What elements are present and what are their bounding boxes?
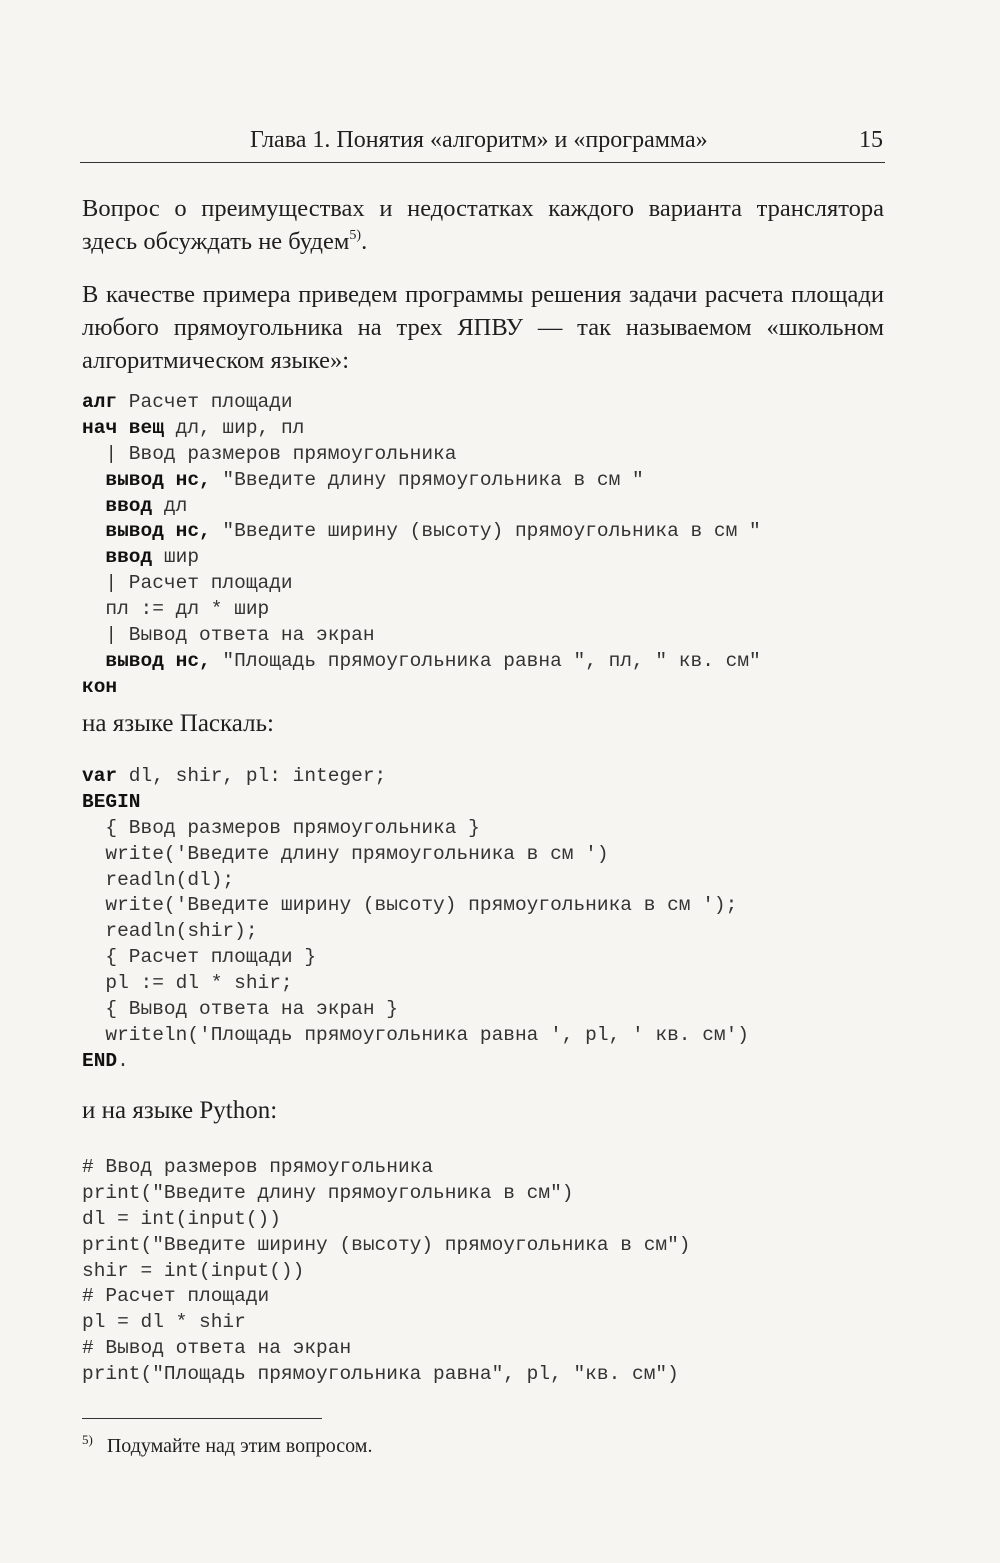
paragraph-example: В качестве примера приведем программы решения задачи расчета площади любого прямоугольника на трех ЯПВУ — так называемом «школьном алгоритмическом языке»: [82,281,884,374]
code-text: "Площадь прямоугольника равна ", пл, " кв. см" [210,649,761,672]
footnote-reference: 5) [349,228,362,243]
code-text: dl, shir, pl: integer; [117,765,387,787]
code-text: . [117,1049,129,1072]
page-number: 15 [859,127,883,153]
code-line [82,893,902,919]
code-text: | Вывод ответа на экран [82,624,375,647]
chapter-title: Глава 1. Понятия «алгоритм» и «программа» [250,127,708,153]
code-line [82,597,902,623]
code-line [82,442,902,468]
code-indent [82,650,105,672]
code-text: "Введите длину прямоугольника в см " [210,468,644,491]
code-text: write('Введите ширину (высоту) прямоугольника в см '); [82,894,738,917]
code-block-pascal [82,764,902,1075]
code-text: print("Введите длину прямоугольника в см") [82,1181,574,1204]
code-text: print("Площадь прямоугольника равна", pl, "кв. см") [82,1363,679,1386]
python-lead-in: и на языке Python: [82,1097,278,1124]
code-text: пл := дл * шир [82,598,270,621]
code-line [82,971,902,997]
code-line [82,649,902,675]
code-keyword: END [82,1049,118,1072]
code-line [82,468,902,494]
code-keyword: var [82,765,118,787]
footnote-mark: 5) [82,1432,93,1447]
code-line [82,1259,902,1285]
code-text: { Расчет площади } [82,946,317,969]
code-text: { Вывод ответа на экран } [82,998,398,1021]
code-text: # Расчет площади [82,1285,270,1308]
code-text: | Ввод размеров прямоугольника [82,442,457,465]
code-line [82,1049,902,1075]
code-text: дл [152,494,188,517]
code-line [82,494,902,520]
code-line [82,545,902,571]
code-text: shir = int(input()) [82,1259,305,1282]
code-text: dl = int(input()) [82,1207,281,1230]
code-text: шир [152,546,200,569]
code-line [82,919,902,945]
code-text: "Введите ширину (высоту) прямоугольника в см " [210,520,761,543]
footnote-text: Подумайте над этим вопросом. [106,1435,373,1457]
code-line [82,675,902,701]
code-text: { Ввод размеров прямоугольника } [82,816,480,839]
code-line [82,945,902,971]
code-indent [82,546,105,568]
code-line [82,816,902,842]
code-text: print("Введите ширину (высоту) прямоугольника в см") [82,1233,691,1256]
code-block-python [82,1155,902,1388]
footnote [82,1432,372,1458]
code-line [82,623,902,649]
footnote-divider [82,1418,322,1419]
code-text: Расчет площади [117,391,293,413]
code-line [82,1284,902,1310]
paragraph-translator: Вопрос о преимуществах и недостатках каждого варианта транслятора здесь обсуждать не будем$^{5)}$. [82,195,884,255]
code-line [82,1336,902,1362]
code-line [82,842,902,868]
code-text: | Расчет площади [82,572,293,595]
code-text: дл, шир, пл [163,416,305,439]
code-keyword: алг [82,391,118,413]
code-line [82,390,902,416]
code-line [82,868,902,894]
code-keyword: нач вещ [82,416,164,439]
code-keyword: ввод [105,546,153,569]
code-line [82,1181,902,1207]
code-indent [82,495,105,517]
code-line [82,790,902,816]
code-line [82,416,902,442]
code-text: readln(dl); [82,868,235,891]
code-line [82,519,902,545]
code-line [82,1155,902,1181]
code-text: # Ввод размеров прямоугольника [82,1156,434,1178]
code-line [82,997,902,1023]
code-keyword: BEGIN [82,790,141,813]
code-text: pl := dl * shir; [82,972,293,995]
code-indent [82,469,105,491]
code-block-algorithmic [82,390,902,701]
code-keyword: вывод нс, [105,468,211,491]
code-text: writeln('Площадь прямоугольника равна ', pl, ' кв. см') [82,1023,750,1046]
code-line [82,1207,902,1233]
code-line [82,1023,902,1049]
code-text: # Вывод ответа на экран [82,1337,352,1360]
code-line [82,764,902,790]
code-text: write('Введите длину прямоугольника в см ') [82,842,609,865]
code-keyword: кон [82,675,118,698]
code-line [82,1310,902,1336]
running-header [80,124,885,163]
code-text: readln(shir); [82,920,258,943]
code-keyword: вывод нс, [105,520,211,543]
code-text: pl = dl * shir [82,1311,246,1334]
code-line [82,571,902,597]
code-keyword: ввод [105,494,153,517]
code-keyword: вывод нс, [105,649,211,672]
pascal-lead-in: на языке Паскаль: [82,710,274,737]
code-line [82,1233,902,1259]
code-line [82,1362,902,1388]
code-indent [82,520,105,542]
